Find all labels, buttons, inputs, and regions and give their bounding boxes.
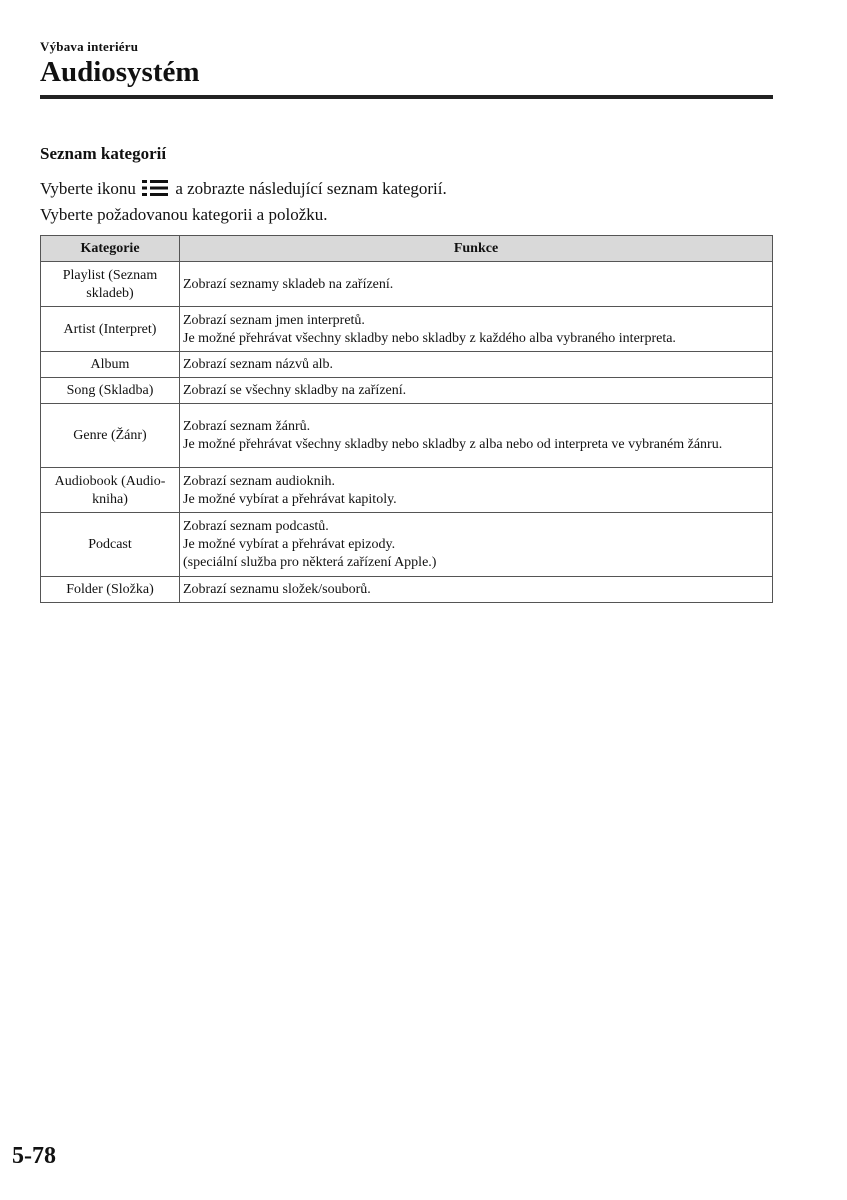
header-category: Kategorie bbox=[41, 236, 180, 262]
section-label: Výbava interiéru bbox=[40, 39, 139, 54]
function-text: Zobrazí seznamu složek/souborů. bbox=[183, 582, 371, 597]
function-cell bbox=[180, 307, 773, 352]
table-row bbox=[41, 307, 773, 352]
table-row bbox=[41, 513, 773, 577]
page-number: 5-78 bbox=[12, 1143, 56, 1169]
function-text: Zobrazí seznamy skladeb na zařízení. bbox=[183, 276, 394, 292]
function-cell bbox=[180, 513, 773, 577]
category-text: Genre (Žánr) bbox=[73, 428, 147, 443]
function-cell bbox=[180, 577, 773, 603]
intro-after-icon: a zobrazte následující seznam kategorií. bbox=[175, 179, 447, 198]
subheading: Seznam kategorií bbox=[40, 144, 167, 163]
category-text: skladeb) bbox=[86, 285, 134, 301]
function-cell bbox=[180, 262, 773, 307]
table-header-row bbox=[41, 236, 773, 262]
category-text: kniha) bbox=[92, 491, 128, 507]
category-text: Song (Skladba) bbox=[66, 383, 154, 398]
function-cell bbox=[180, 378, 773, 404]
category-cell bbox=[41, 468, 180, 513]
category-cell bbox=[41, 262, 180, 307]
intro-line-1 bbox=[40, 177, 770, 203]
function-text: (speciální služba pro některá zařízení Apple.) bbox=[183, 555, 437, 570]
category-cell bbox=[41, 513, 180, 577]
function-text: Zobrazí seznam názvů alb. bbox=[183, 357, 334, 372]
intro-before-icon: Vyberte ikonu bbox=[40, 179, 136, 198]
category-text: Playlist (Seznam bbox=[62, 267, 158, 283]
category-text: Audiobook (Audio- bbox=[54, 473, 166, 489]
category-cell bbox=[41, 577, 180, 603]
category-table bbox=[40, 235, 773, 603]
function-text: Je možné přehrávat všechny skladby nebo skladby z každého alba vybraného interpreta. bbox=[183, 330, 676, 346]
list-menu-icon bbox=[142, 179, 168, 203]
category-cell bbox=[41, 352, 180, 378]
category-text: Podcast bbox=[88, 537, 132, 552]
category-cell bbox=[41, 378, 180, 404]
function-cell bbox=[180, 404, 773, 468]
table-row bbox=[41, 378, 773, 404]
table-row bbox=[41, 577, 773, 603]
table-row bbox=[41, 262, 773, 307]
title-divider bbox=[40, 95, 773, 99]
header-function: Funkce bbox=[180, 236, 773, 262]
category-text: Artist (Interpret) bbox=[63, 321, 157, 337]
category-text: Album bbox=[90, 357, 130, 372]
function-text: Zobrazí seznam jmen interpretů. bbox=[183, 312, 365, 328]
table-row bbox=[41, 352, 773, 378]
function-text: Je možné vybírat a přehrávat kapitoly. bbox=[183, 491, 397, 507]
function-cell bbox=[180, 468, 773, 513]
table-row bbox=[41, 468, 773, 513]
function-text: Je možné vybírat a přehrávat epizody. bbox=[183, 537, 396, 552]
function-text: Zobrazí seznam žánrů. bbox=[183, 419, 311, 434]
intro-line-2: Vyberte požadovanou kategorii a položku. bbox=[40, 205, 328, 224]
table-row bbox=[41, 404, 773, 468]
category-cell bbox=[41, 307, 180, 352]
intro-text bbox=[40, 177, 770, 227]
function-text: Zobrazí seznam audioknih. bbox=[183, 473, 336, 489]
function-text: Je možné přehrávat všechny skladby nebo skladby z alba nebo od interpreta ve vybraném žánru. bbox=[183, 437, 723, 452]
category-cell bbox=[41, 404, 180, 468]
page-title: Audiosystém bbox=[40, 56, 200, 88]
function-text: Zobrazí se všechny skladby na zařízení. bbox=[183, 383, 407, 398]
category-text: Folder (Složka) bbox=[66, 582, 154, 597]
function-text: Zobrazí seznam podcastů. bbox=[183, 519, 329, 534]
function-cell bbox=[180, 352, 773, 378]
